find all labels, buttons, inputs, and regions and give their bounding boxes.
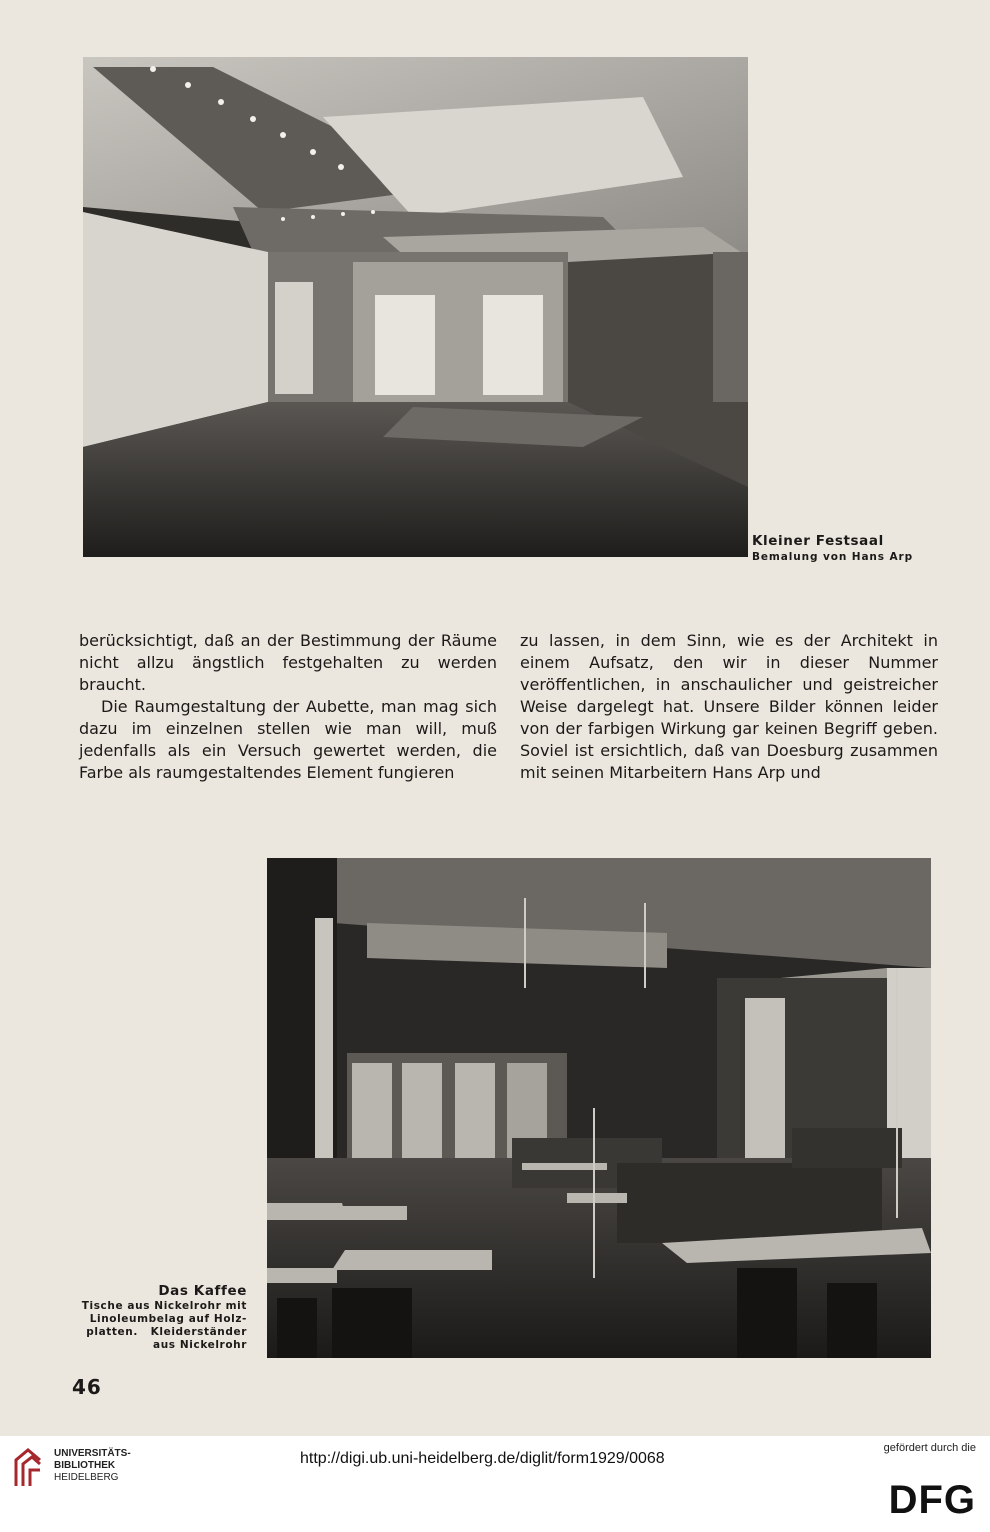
caption-kleiner-festsaal: [752, 532, 942, 565]
caption-line: Tische aus Nickelrohr mit: [81, 1300, 247, 1312]
text-column-right: [520, 630, 938, 784]
funding-note: gefördert durch die: [883, 1442, 976, 1454]
caption-line: Linoleumbelag auf Holz-: [89, 1313, 247, 1325]
caption-title: Kleiner Festsaal: [752, 533, 884, 549]
caption-subtitle: Bemalung von Hans Arp: [752, 551, 914, 563]
caption-line: aus Nickelrohr: [153, 1339, 247, 1351]
caption-das-kaffee: [60, 1282, 247, 1352]
caption-line: platten. Kleiderständer: [86, 1326, 247, 1338]
photo-das-kaffee: [267, 858, 931, 1358]
caption-title: Das Kaffee: [158, 1283, 247, 1299]
library-name: [54, 1448, 131, 1484]
library-line: UNIVERSITÄTS-: [54, 1448, 131, 1459]
source-url-link[interactable]: http://digi.ub.uni-heidelberg.de/diglit/form1929/0068: [300, 1450, 665, 1467]
photo-kleiner-festsaal: [83, 57, 748, 557]
footer: [0, 1436, 990, 1532]
text-column-left: [79, 630, 497, 784]
library-logo-icon: [12, 1446, 46, 1490]
paragraph: berücksichtigt, daß an der Bestimmung der Räume nicht allzu ängstlich festgehalten zu werden braucht.: [79, 631, 497, 694]
library-line: HEIDELBERG: [54, 1472, 119, 1483]
page-number: 46: [72, 1375, 102, 1399]
paragraph: zu lassen, in dem Sinn, wie es der Architekt in einem Aufsatz, den wir in dieser Nummer veröffentlichen, in anschaulicher und geistreicher Weise dargelegt hat. Unsere Bilder können leider von der farbigen Wirkung gar keinen Begriff geben. Soviel ist ersichtlich, daß van Doesburg zusammen mit seinen Mitarbeitern Hans Arp und: [520, 631, 938, 782]
paragraph: Die Raumgestaltung der Aubette, man mag sich dazu im einzelnen stellen wie man will, muß jedenfalls als ein Versuch gewertet werden, die Farbe als raumgestaltendes Element fungieren: [79, 697, 497, 782]
library-line: BIBLIOTHEK: [54, 1460, 116, 1471]
dfg-logo: DFG: [888, 1478, 976, 1522]
